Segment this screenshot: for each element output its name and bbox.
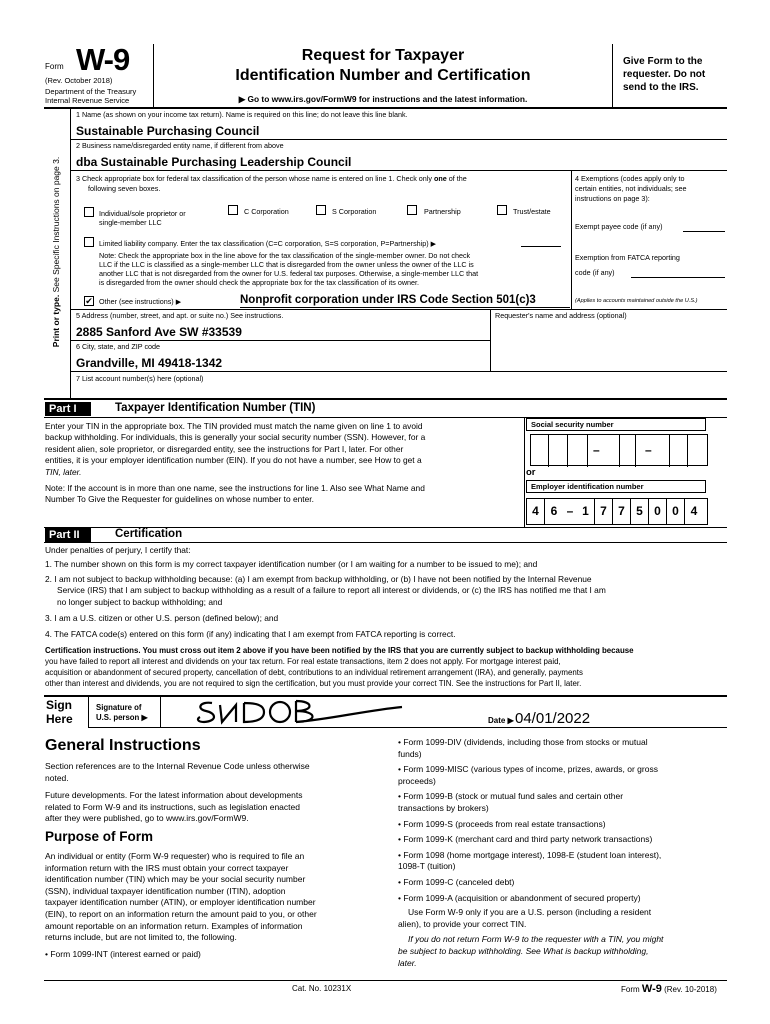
form-label: Form bbox=[45, 62, 64, 71]
partnership-checkbox[interactable] bbox=[407, 205, 417, 215]
catalog-number: Cat. No. 10231X bbox=[292, 984, 352, 993]
ein-digit: 1 bbox=[577, 499, 595, 524]
general-instructions-title: General Instructions bbox=[45, 737, 201, 754]
llc-note-2: LLC if the LLC is classified as a single-member LLC that is disregarded from the owner unless the owner of the LLC is bbox=[99, 260, 474, 269]
fatca-label-2: code (if any) bbox=[575, 268, 615, 277]
part2-title: Certification bbox=[115, 528, 183, 540]
date-label: Date ▶ bbox=[488, 716, 514, 725]
line1-label: 1 Name (as shown on your income tax return). Name is required on this line; do not leave this line blank. bbox=[76, 110, 408, 119]
form-revision: (Rev. October 2018) bbox=[45, 76, 113, 85]
s-corp-checkbox[interactable] bbox=[316, 205, 326, 215]
line7-label: 7 List account number(s) here (optional) bbox=[76, 374, 204, 383]
form-title-2: Identification Number and Certification bbox=[235, 67, 531, 84]
llc-note-3: another LLC that is not disregarded from the owner for U.S. federal tax purposes. Otherwise, a single-member LLC that bbox=[99, 269, 479, 278]
give-form-note-3: send to the IRS. bbox=[623, 82, 699, 93]
part1-instructions: Enter your TIN in the appropriate box. The TIN provided must match the name given on line 1 to avoid backup withholding. For individuals, this is generally your social security number (SSN). However, for a resident alien, sole proprietor, or disregarded entity, see the instructions for Part I, later. For other entities, it is your employer identification number (EIN). If you do not have a number, see How to get a TIN, later. bbox=[45, 421, 426, 477]
trust-checkbox[interactable] bbox=[497, 205, 507, 215]
partnership-label: Partnership bbox=[424, 207, 461, 216]
dept-treasury: Department of the Treasury bbox=[45, 87, 137, 96]
ssn-label: Social security number bbox=[526, 418, 706, 431]
exemptions-label-1: 4 Exemptions (codes apply only to bbox=[575, 174, 685, 183]
ein-digit: 0 bbox=[667, 499, 685, 524]
part1-title: Taxpayer Identification Number (TIN) bbox=[115, 402, 316, 414]
ssn-field[interactable]: – – bbox=[530, 434, 708, 466]
line5-address-field[interactable]: 2885 Sanford Ave SW #33539 bbox=[76, 325, 242, 339]
signature-label: Signature of U.S. person ▶ bbox=[96, 703, 148, 722]
fatca-code-field[interactable] bbox=[631, 277, 725, 278]
exempt-payee-field[interactable] bbox=[683, 231, 725, 232]
llc-note-4: is disregarded from the owner should check the appropriate box for the tax classification of its owner. bbox=[99, 278, 420, 287]
individual-label-2: single-member LLC bbox=[99, 218, 162, 227]
line3-label-2: following seven boxes. bbox=[88, 184, 161, 193]
certification-instructions: Certification instructions. You must cross out item 2 above if you have been notified by the IRS that you are currently subject to backup withholding because you have failed to report all interest and dividends on your tax return. For real estate transactions, item 2 does not apply. For mortgage interest paid, acquisition or abandonment of secured property, cancellation of debt, contributions to an individual retirement arrangement (IRA), and generally, payments other than interest and dividends, you are not required to sign the certification, but you must provide your correct TIN. See the instructions for Part II, later. bbox=[45, 646, 634, 688]
line6-label: 6 City, state, and ZIP code bbox=[76, 342, 161, 351]
trust-label: Trust/estate bbox=[513, 207, 551, 216]
c-corp-label: C Corporation bbox=[244, 207, 289, 216]
dept-irs: Internal Revenue Service bbox=[45, 96, 130, 105]
ein-digit: 7 bbox=[613, 499, 631, 524]
line2-business-name-field[interactable]: dba Sustainable Purchasing Leadership Council bbox=[76, 155, 352, 169]
side-instructions: Print or type. See Specific Instructions on page 3. bbox=[51, 156, 61, 348]
sign-label: Sign bbox=[46, 698, 72, 712]
form-number: W-9 bbox=[76, 42, 130, 77]
ein-digit: 6 bbox=[550, 504, 558, 518]
certification-text: Under penalties of perjury, I certify that: 1. The number shown on this form is my correct taxpayer identification number (or I am waiting for a number to be issued to me); and 2. I am not subject to backup withholding because: (a) I am exempt from backup withholding, or (b) I have not been notified by the Internal Revenue Service (IRS) that I am subject to backup withholding as a result of a failure to report all interest or dividends, or (c) the IRS has notified me that I am no longer subject to backup withholding; and 3. I am a U.S. citizen or other U.S. person (defined below); and 4. The FATCA code(s) entered on this form (if any) indicating that I am exempt from FATCA reporting is correct. bbox=[45, 545, 606, 640]
ein-digit: 0 bbox=[649, 499, 667, 524]
ein-digit: – bbox=[566, 504, 574, 518]
ein-digit: 4 bbox=[527, 499, 545, 524]
form-list: • Form 1099-DIV (dividends, including those from stocks or mutual funds) • Form 1099-MISC (various types of income, prizes, awards, or gross proceeds) • Form 1099-B (stock or mutual fund sales and certain other transactions by brokers) • Form 1099-S (proceeds from real estate transactions) • Form 1099-K (merchant card and third party network transactions) • Form 1098 (home mortgage interest), 1098-E (student loan interest), 1098-T (tuition) • Form 1099-C (canceled debt) • Form 1099-A (acquisition or abandonment of secured property) Use Form W-9 only if you are a U.S. person (including a resident alien), to provide your correct TIN. If you do not return Form W-9 to the requester with a TIN, you might be subject to backup withholding. See What is backup withholding, later. bbox=[398, 737, 664, 968]
other-checkbox[interactable]: ✔ bbox=[85, 296, 93, 306]
exemptions-label-2: certain entities, not individuals; see bbox=[575, 184, 687, 193]
llc-note-1: Note: Check the appropriate box in the line above for the tax classification of the single-member owner. Do not check bbox=[99, 251, 471, 260]
or-label: or bbox=[526, 467, 536, 478]
individual-label: Individual/sole proprietor or bbox=[99, 209, 186, 218]
c-corp-checkbox[interactable] bbox=[228, 205, 238, 215]
line1-name-field[interactable]: Sustainable Purchasing Council bbox=[76, 124, 260, 138]
ein-field[interactable] bbox=[526, 498, 708, 525]
exempt-payee-label: Exempt payee code (if any) bbox=[575, 222, 663, 231]
footer-form: Form W-9 (Rev. 10-2018) bbox=[621, 983, 717, 995]
line6-city-field[interactable]: Grandville, MI 49418-1342 bbox=[76, 356, 223, 370]
here-label: Here bbox=[46, 712, 73, 726]
ein-digit: 7 bbox=[595, 499, 613, 524]
form-title-1: Request for Taxpayer bbox=[301, 47, 465, 64]
signature[interactable] bbox=[192, 695, 412, 729]
line3-label: 3 Check appropriate box for federal tax classification of the person whose name is entered on line 1. Check only one of the bbox=[76, 174, 467, 183]
llc-checkbox[interactable] bbox=[84, 237, 94, 247]
date-field[interactable]: 04/01/2022 bbox=[515, 710, 591, 727]
ein-digit: 4 bbox=[690, 504, 698, 518]
part1-tag: Part I bbox=[45, 402, 91, 416]
exemptions-label-3: instructions on page 3): bbox=[575, 194, 650, 203]
line2-label: 2 Business name/disregarded entity name, if different from above bbox=[76, 141, 284, 150]
irs-link-line: ▶ Go to www.irs.gov/FormW9 for instructions and the latest information. bbox=[238, 94, 528, 104]
ein-label: Employer identification number bbox=[526, 480, 706, 493]
fatca-applies-note: (Applies to accounts maintained outside the U.S.) bbox=[575, 298, 698, 304]
other-classification-field[interactable]: Nonprofit corporation under IRS Code Section 501(c)3 bbox=[240, 294, 536, 306]
general-instructions-body: Section references are to the Internal Revenue Code unless otherwise noted. Future developments. For the latest information about developments related to Form W-9 and its instructions, such as legislation enacted after they were published, go to www.irs.gov/FormW9. bbox=[45, 761, 310, 823]
ein-digit: 5 bbox=[631, 499, 649, 524]
other-label: Other (see instructions) ▶ bbox=[99, 297, 182, 306]
part1-note: Note: If the account is in more than one name, see the instructions for line 1. Also see What Name and Number To Give the Requester for guidelines on whose number to enter. bbox=[45, 483, 425, 505]
fatca-label-1: Exemption from FATCA reporting bbox=[575, 253, 680, 262]
s-corp-label: S Corporation bbox=[332, 207, 377, 216]
part2-tag: Part II bbox=[45, 528, 91, 542]
purpose-title: Purpose of Form bbox=[45, 829, 154, 844]
purpose-body: An individual or entity (Form W-9 requester) who is required to file an information return with the IRS must obtain your correct taxpayer identification number (TIN) which may be your social security number (SSN), individual taxpayer identification number (ITIN), adoption taxpayer identification number (ATIN), or employer identification number (EIN), to report on an information return the amount paid to you, or other amount reportable on an information return. Examples of information returns include, but are not limited to, the following. • Form 1099-INT (interest earned or paid) bbox=[45, 851, 317, 959]
line5-label: 5 Address (number, street, and apt. or suite no.) See instructions. bbox=[76, 311, 284, 320]
give-form-note-2: requester. Do not bbox=[623, 69, 706, 80]
requester-label: Requester's name and address (optional) bbox=[495, 311, 627, 320]
give-form-note-1: Give Form to the bbox=[623, 56, 703, 67]
individual-checkbox[interactable] bbox=[84, 207, 94, 217]
llc-label: Limited liability company. Enter the tax classification (C=C corporation, S=S corporation, P=Partnership) ▶ bbox=[99, 239, 437, 248]
